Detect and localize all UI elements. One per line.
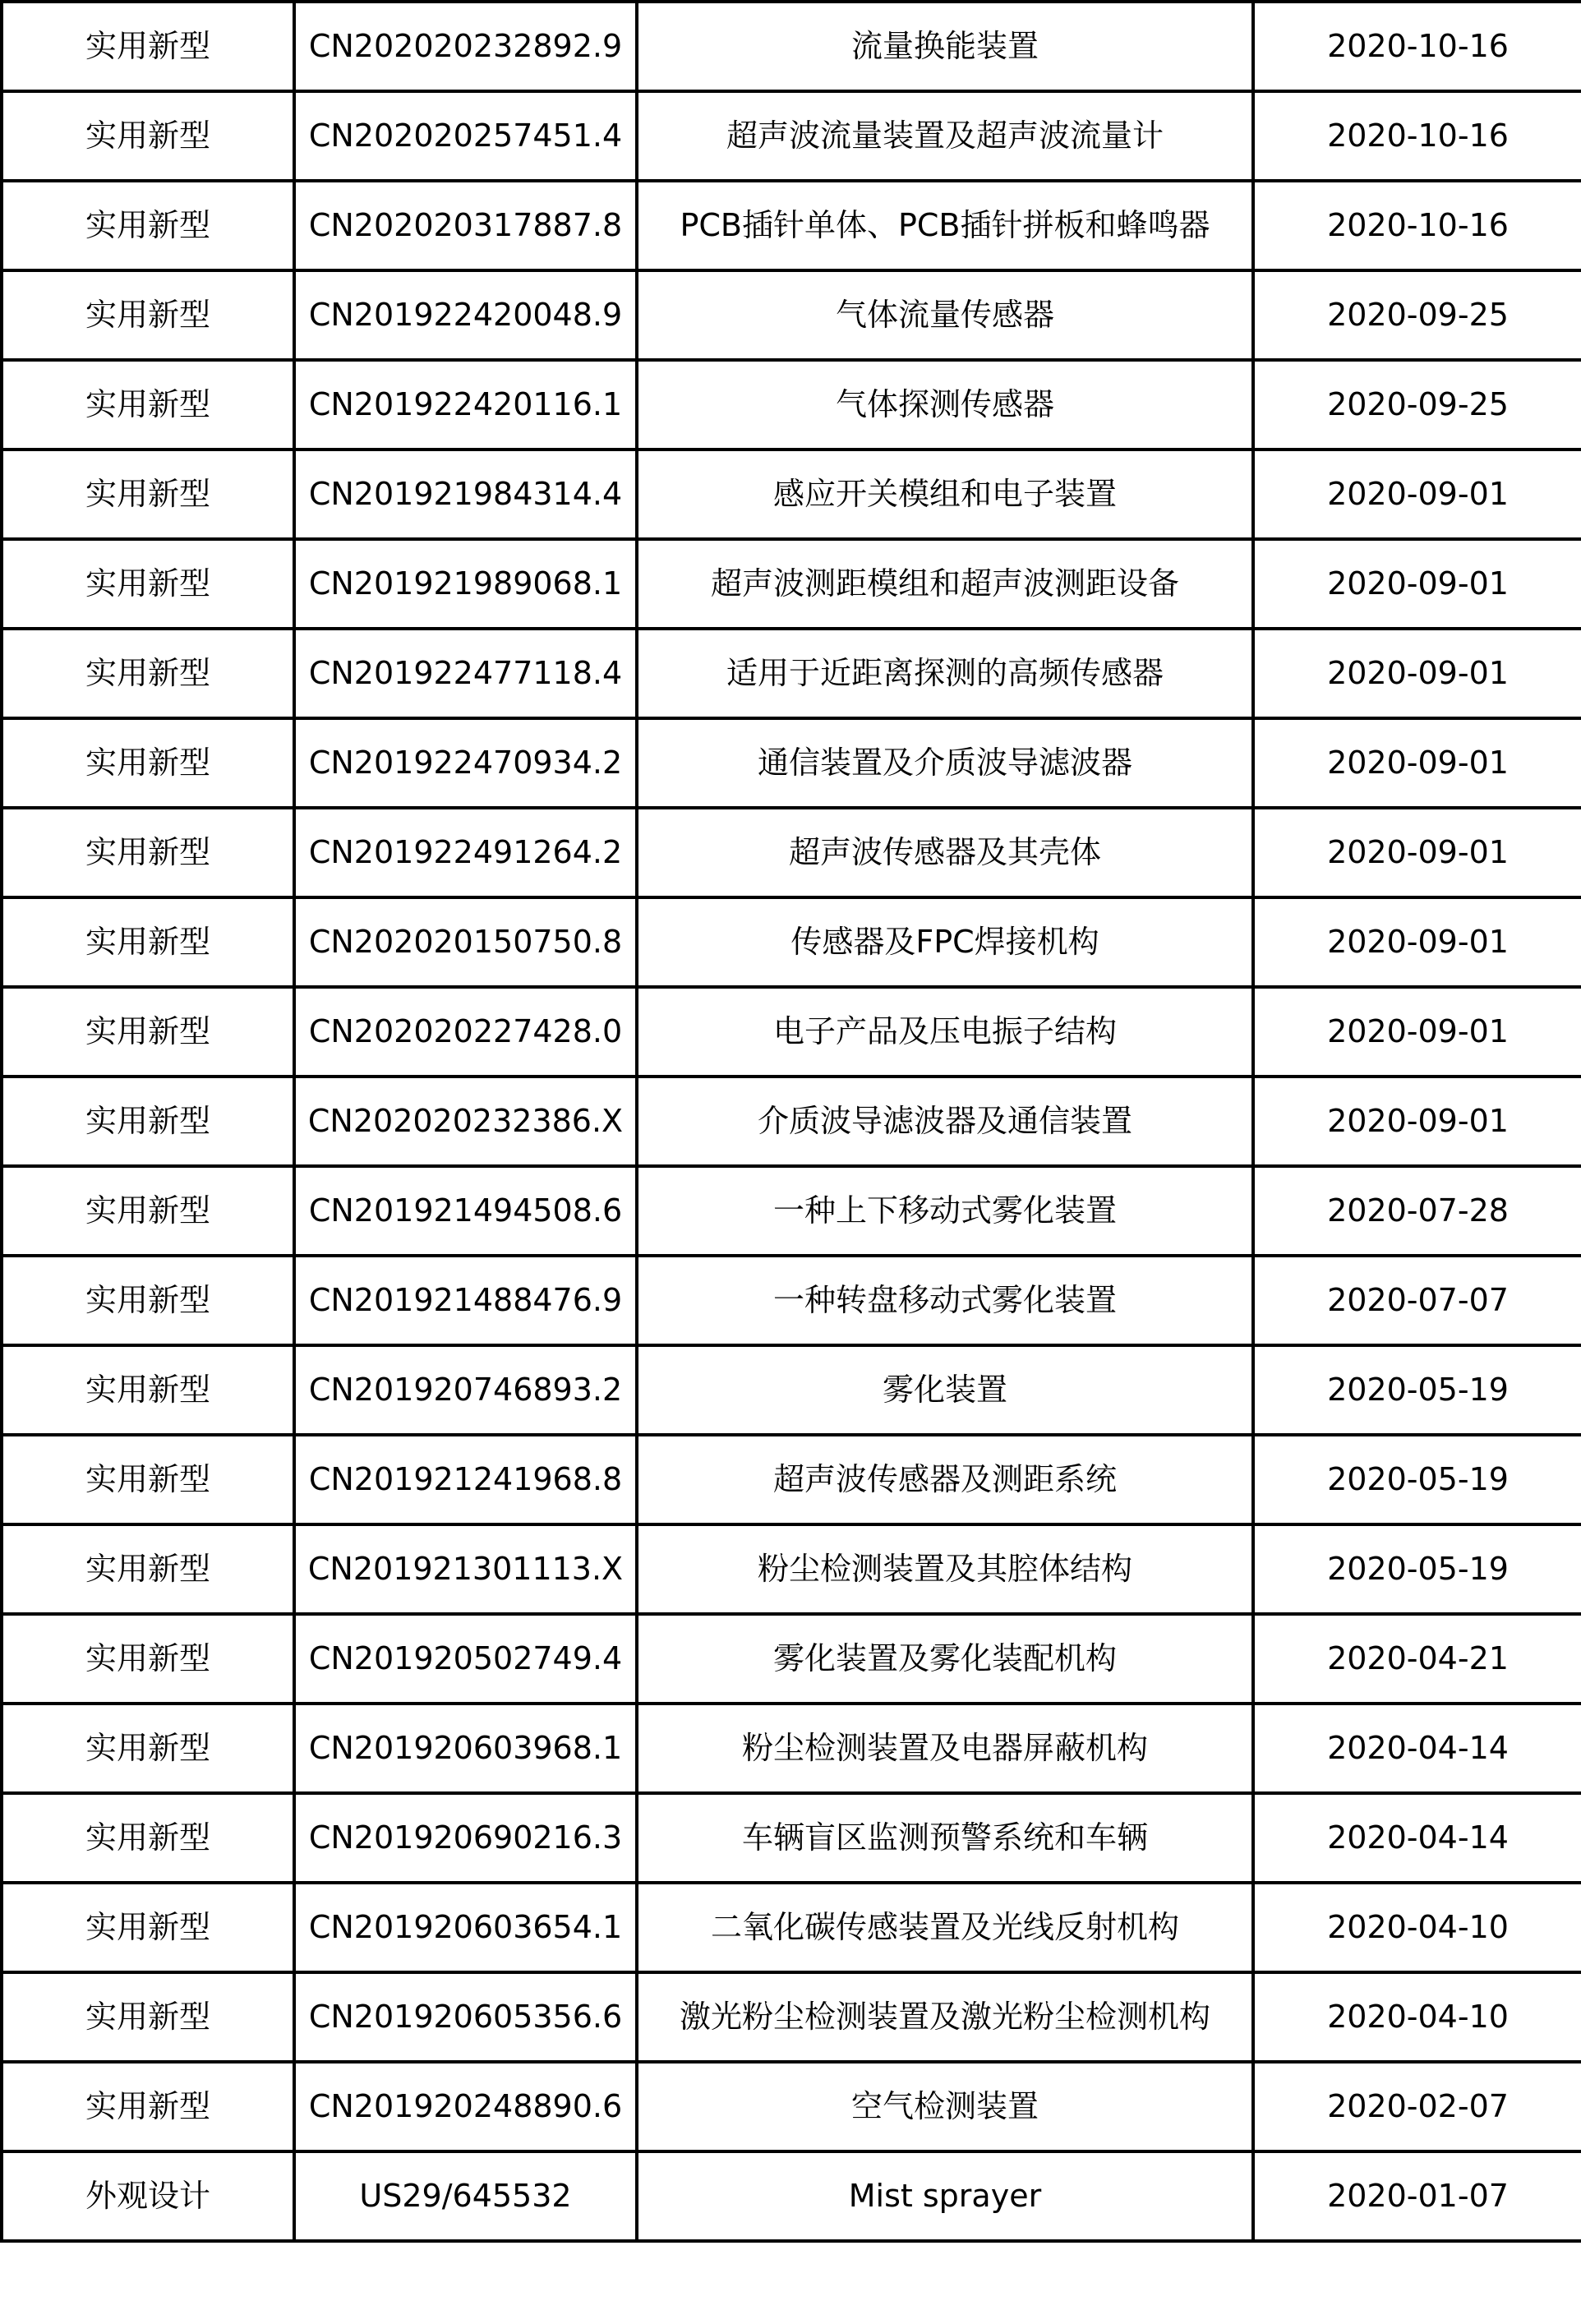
patent-number-cell: CN201920746893.2 — [294, 1345, 637, 1435]
patent-date-cell: 2020-01-07 — [1253, 2151, 1581, 2241]
patent-type-cell: 实用新型 — [2, 1435, 294, 1524]
patent-type-cell: 实用新型 — [2, 360, 294, 450]
patent-type-cell: 实用新型 — [2, 539, 294, 629]
patent-title-cell: 车辆盲区监测预警系统和车辆 — [637, 1793, 1253, 1883]
patent-date-cell: 2020-09-25 — [1253, 360, 1581, 450]
patent-number-cell: CN201922420116.1 — [294, 360, 637, 450]
patent-type-cell: 实用新型 — [2, 1793, 294, 1883]
table-row — [2, 2062, 1581, 2151]
patent-date-cell: 2020-07-28 — [1253, 1166, 1581, 1256]
patent-date-cell: 2020-09-25 — [1253, 270, 1581, 360]
table-row — [2, 629, 1581, 718]
patent-type-cell: 实用新型 — [2, 808, 294, 897]
patent-number-cell: CN201922420048.9 — [294, 270, 637, 360]
patent-number-cell: CN201920690216.3 — [294, 1793, 637, 1883]
patent-title-cell: Mist sprayer — [637, 2151, 1253, 2241]
table-row — [2, 539, 1581, 629]
patent-type-cell: 实用新型 — [2, 987, 294, 1077]
patent-number-cell: CN202020232892.9 — [294, 2, 637, 91]
patent-type-cell: 实用新型 — [2, 1972, 294, 2062]
patent-number-cell: CN201920605356.6 — [294, 1972, 637, 2062]
patent-number-cell: CN201922470934.2 — [294, 718, 637, 808]
patent-number-cell: CN201921301113.X — [294, 1524, 637, 1614]
patent-date-cell: 2020-04-10 — [1253, 1883, 1581, 1972]
patent-type-cell: 实用新型 — [2, 629, 294, 718]
patent-type-cell: 实用新型 — [2, 270, 294, 360]
patent-title-cell: 气体探测传感器 — [637, 360, 1253, 450]
patent-number-cell: CN201922477118.4 — [294, 629, 637, 718]
patent-number-cell: CN202020257451.4 — [294, 91, 637, 181]
patent-number-cell: CN201921984314.4 — [294, 450, 637, 539]
patent-date-cell: 2020-10-16 — [1253, 91, 1581, 181]
patent-title-cell: 空气检测装置 — [637, 2062, 1253, 2151]
patent-date-cell: 2020-09-01 — [1253, 897, 1581, 987]
patent-number-cell: CN201921488476.9 — [294, 1256, 637, 1345]
patent-number-cell: CN201922491264.2 — [294, 808, 637, 897]
table-row — [2, 1704, 1581, 1793]
patent-title-cell: 一种转盘移动式雾化装置 — [637, 1256, 1253, 1345]
patent-title-cell: 超声波传感器及测距系统 — [637, 1435, 1253, 1524]
patent-type-cell: 实用新型 — [2, 897, 294, 987]
table-row — [2, 718, 1581, 808]
table-row — [2, 808, 1581, 897]
table-row — [2, 2151, 1581, 2241]
patent-type-cell: 实用新型 — [2, 2062, 294, 2151]
patent-date-cell: 2020-05-19 — [1253, 1435, 1581, 1524]
patent-type-cell: 实用新型 — [2, 1704, 294, 1793]
patent-number-cell: CN201920603654.1 — [294, 1883, 637, 1972]
patent-title-cell: 感应开关模组和电子装置 — [637, 450, 1253, 539]
patent-type-cell: 实用新型 — [2, 450, 294, 539]
patent-number-cell: CN201921241968.8 — [294, 1435, 637, 1524]
patent-date-cell: 2020-10-16 — [1253, 2, 1581, 91]
patent-number-cell: CN201920603968.1 — [294, 1704, 637, 1793]
patent-number-cell: CN201921989068.1 — [294, 539, 637, 629]
patent-date-cell: 2020-10-16 — [1253, 181, 1581, 270]
patent-number-cell: CN201921494508.6 — [294, 1166, 637, 1256]
table-row — [2, 897, 1581, 987]
patent-number-cell: US29/645532 — [294, 2151, 637, 2241]
patent-type-cell: 实用新型 — [2, 1077, 294, 1166]
patent-table-body — [2, 2, 1581, 2241]
patent-date-cell: 2020-09-01 — [1253, 539, 1581, 629]
patent-date-cell: 2020-04-10 — [1253, 1972, 1581, 2062]
patent-title-cell: 适用于近距离探测的高频传感器 — [637, 629, 1253, 718]
patent-type-cell: 实用新型 — [2, 718, 294, 808]
table-row — [2, 1166, 1581, 1256]
patent-date-cell: 2020-09-01 — [1253, 718, 1581, 808]
table-row — [2, 1077, 1581, 1166]
patent-type-cell: 实用新型 — [2, 1524, 294, 1614]
table-row — [2, 1256, 1581, 1345]
patent-type-cell: 实用新型 — [2, 91, 294, 181]
patent-date-cell: 2020-04-21 — [1253, 1614, 1581, 1704]
patent-number-cell: CN201920248890.6 — [294, 2062, 637, 2151]
table-row — [2, 1883, 1581, 1972]
table-row — [2, 1614, 1581, 1704]
patent-date-cell: 2020-09-01 — [1253, 1077, 1581, 1166]
patent-title-cell: 激光粉尘检测装置及激光粉尘检测机构 — [637, 1972, 1253, 2062]
table-row — [2, 1524, 1581, 1614]
table-row — [2, 270, 1581, 360]
patent-number-cell: CN202020232386.X — [294, 1077, 637, 1166]
table-row — [2, 360, 1581, 450]
patent-date-cell: 2020-04-14 — [1253, 1704, 1581, 1793]
patent-title-cell: 介质波导滤波器及通信装置 — [637, 1077, 1253, 1166]
patent-number-cell: CN202020150750.8 — [294, 897, 637, 987]
patent-type-cell: 实用新型 — [2, 1614, 294, 1704]
patent-date-cell: 2020-04-14 — [1253, 1793, 1581, 1883]
patent-title-cell: 通信装置及介质波导滤波器 — [637, 718, 1253, 808]
patent-date-cell: 2020-09-01 — [1253, 629, 1581, 718]
table-row — [2, 1345, 1581, 1435]
patent-number-cell: CN201920502749.4 — [294, 1614, 637, 1704]
table-row — [2, 1435, 1581, 1524]
patent-title-cell: 雾化装置及雾化装配机构 — [637, 1614, 1253, 1704]
patent-date-cell: 2020-05-19 — [1253, 1524, 1581, 1614]
patent-title-cell: 一种上下移动式雾化装置 — [637, 1166, 1253, 1256]
patent-number-cell: CN202020317887.8 — [294, 181, 637, 270]
patent-date-cell: 2020-09-01 — [1253, 450, 1581, 539]
patent-type-cell: 外观设计 — [2, 2151, 294, 2241]
table-row — [2, 1793, 1581, 1883]
patent-title-cell: 气体流量传感器 — [637, 270, 1253, 360]
patent-type-cell: 实用新型 — [2, 1345, 294, 1435]
patent-date-cell: 2020-09-01 — [1253, 808, 1581, 897]
patent-title-cell: 流量换能装置 — [637, 2, 1253, 91]
patent-date-cell: 2020-07-07 — [1253, 1256, 1581, 1345]
patent-title-cell: 超声波流量装置及超声波流量计 — [637, 91, 1253, 181]
patent-date-cell: 2020-05-19 — [1253, 1345, 1581, 1435]
patent-type-cell: 实用新型 — [2, 1166, 294, 1256]
patent-title-cell: 粉尘检测装置及电器屏蔽机构 — [637, 1704, 1253, 1793]
patent-title-cell: 传感器及FPC焊接机构 — [637, 897, 1253, 987]
patent-title-cell: 超声波传感器及其壳体 — [637, 808, 1253, 897]
patent-type-cell: 实用新型 — [2, 1256, 294, 1345]
table-row — [2, 987, 1581, 1077]
table-row — [2, 1972, 1581, 2062]
table-row — [2, 91, 1581, 181]
patent-number-cell: CN202020227428.0 — [294, 987, 637, 1077]
patent-type-cell: 实用新型 — [2, 2, 294, 91]
patent-title-cell: 电子产品及压电振子结构 — [637, 987, 1253, 1077]
table-row — [2, 2, 1581, 91]
patent-title-cell: PCB插针单体、PCB插针拼板和蜂鸣器 — [637, 181, 1253, 270]
patent-date-cell: 2020-09-01 — [1253, 987, 1581, 1077]
table-row — [2, 181, 1581, 270]
patent-type-cell: 实用新型 — [2, 181, 294, 270]
patent-title-cell: 粉尘检测装置及其腔体结构 — [637, 1524, 1253, 1614]
patent-title-cell: 二氧化碳传感装置及光线反射机构 — [637, 1883, 1253, 1972]
patent-title-cell: 超声波测距模组和超声波测距设备 — [637, 539, 1253, 629]
patent-date-cell: 2020-02-07 — [1253, 2062, 1581, 2151]
patent-type-cell: 实用新型 — [2, 1883, 294, 1972]
table-row — [2, 450, 1581, 539]
patent-title-cell: 雾化装置 — [637, 1345, 1253, 1435]
